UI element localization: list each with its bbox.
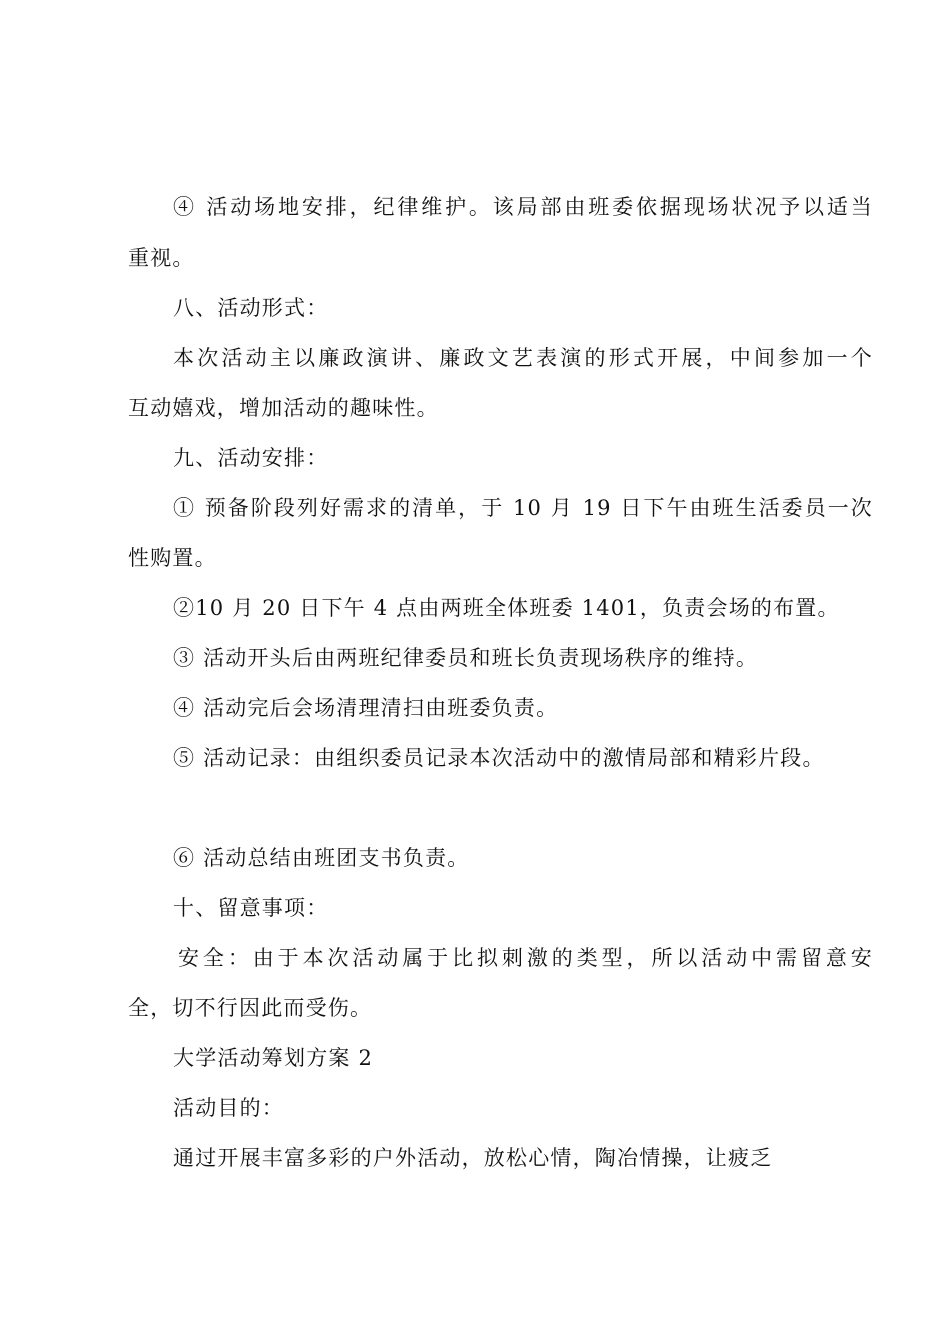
paragraph-line: 全，切不行因此而受伤。: [128, 996, 373, 1020]
section-heading: 十、留意事项：: [173, 896, 329, 920]
paragraph-line: ④ 活动场地安排，纪律维护。该局部由班委依据现场状况予以适当: [173, 195, 873, 219]
list-item: ②10 月 20 日下午 4 点由两班全体班委 1401，负责会场的布置。: [173, 596, 840, 620]
paragraph-line: 性购置。: [128, 546, 217, 570]
paragraph-line: 安全：由于本次活动属于比拟刺激的类型，所以活动中需留意安: [178, 946, 873, 970]
paragraph-line: 互动嬉戏，增加活动的趣味性。: [128, 396, 439, 420]
section-heading: 八、活动形式：: [173, 296, 329, 320]
list-item: ③ 活动开头后由两班纪律委员和班长负责现场秩序的维持。: [173, 646, 759, 670]
paragraph-line: 通过开展丰富多彩的户外活动，放松心情，陶冶情操，让疲乏: [173, 1146, 773, 1170]
paragraph-line: 本次活动主以廉政演讲、廉政文艺表演的形式开展，中间参加一个: [173, 346, 873, 370]
paragraph-line: ① 预备阶段列好需求的清单，于 10 月 19 日下午由班生活委员一次: [173, 496, 873, 520]
paragraph-line: 重视。: [128, 246, 195, 270]
section-heading: 九、活动安排：: [173, 446, 329, 470]
section-heading: 活动目的：: [173, 1096, 284, 1120]
list-item: ⑥ 活动总结由班团支书负责。: [173, 846, 470, 870]
document-subtitle: 大学活动筹划方案 2: [173, 1046, 374, 1070]
list-item: ④ 活动完后会场清理清扫由班委负责。: [173, 696, 559, 720]
list-item: ⑤ 活动记录：由组织委员记录本次活动中的激情局部和精彩片段。: [173, 746, 825, 770]
